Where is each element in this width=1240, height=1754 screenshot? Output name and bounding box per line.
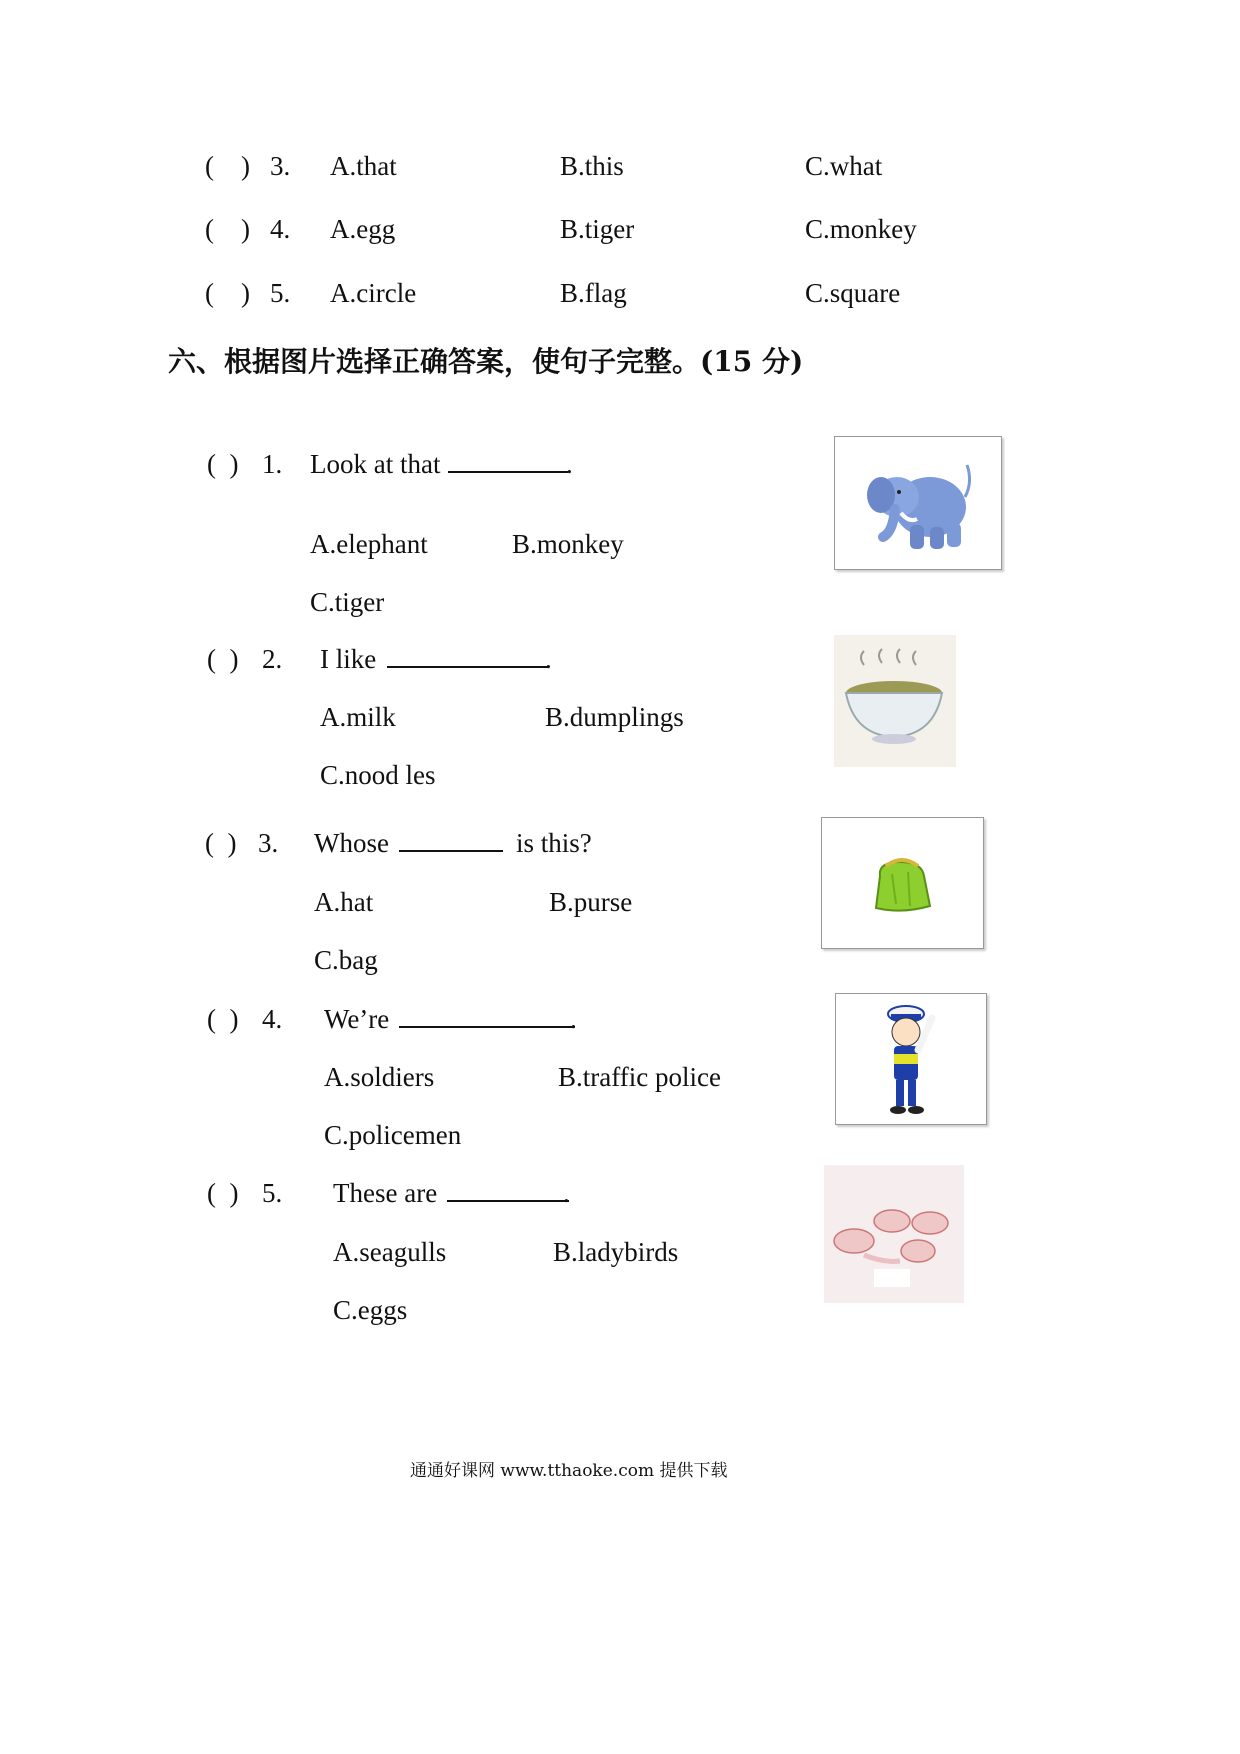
question-number: 5. [262,1178,283,1208]
sentence-end: . [570,1004,577,1034]
sentence-end: is this? [516,828,592,858]
option-a: A.hat [314,887,374,917]
option-c: C.nood les [320,760,436,790]
option-c: C.what [805,151,883,181]
option-c: C.policemen [324,1120,462,1150]
option-b: B.dumplings [545,702,684,732]
question-number: 5. [270,278,291,308]
option-b: B.monkey [512,529,624,559]
question-number: 4. [270,214,291,244]
answer-blank[interactable] [448,448,568,480]
option-c: C.square [805,278,901,308]
sentence-end: . [563,1178,570,1208]
option-b: B.traffic police [558,1062,721,1092]
question-number: 1. [262,449,283,479]
answer-blank[interactable] [399,827,503,859]
sentence-end: . [566,449,573,479]
sentence-start: I like [320,644,377,674]
answer-blank[interactable] [387,643,549,675]
option-b: B.purse [549,887,633,917]
option-a: A.seagulls [333,1237,447,1267]
question-number: 3. [258,828,279,858]
answer-paren[interactable]: ( ) [205,151,250,181]
section-heading: 六、根据图片选择正确答案，使句子完整。(15 分) [168,345,804,378]
answer-paren[interactable]: ( ) [207,1004,239,1034]
sentence-end: . [545,644,552,674]
sentence-start: Whose [314,828,389,858]
option-a: A.milk [320,702,396,732]
traffic-police-icon [836,994,986,1124]
option-a: A.circle [330,278,417,308]
answer-paren[interactable]: ( ) [205,278,250,308]
question-number: 2. [262,644,283,674]
option-b: B.flag [560,278,627,308]
option-a: A.egg [330,214,396,244]
option-a: A.that [330,151,397,181]
answer-paren[interactable]: ( ) [207,1178,239,1208]
answer-paren[interactable]: ( ) [207,644,239,674]
option-c: C.eggs [333,1295,408,1325]
option-c: C.bag [314,945,378,975]
option-b: B.this [560,151,624,181]
answer-blank[interactable] [399,1003,575,1035]
option-c: C.tiger [310,587,385,617]
answer-paren[interactable]: ( ) [205,828,237,858]
sentence-start: Look at that [310,449,441,479]
elephant-picture [834,436,1002,570]
answer-paren[interactable]: ( ) [205,214,250,244]
option-b: B.tiger [560,214,635,244]
sentence-start: These are [333,1178,438,1208]
purse-picture [821,817,984,949]
option-a: A.elephant [310,529,428,559]
option-c: C.monkey [805,214,917,244]
option-a: A.soldiers [324,1062,435,1092]
question-number: 4. [262,1004,283,1034]
footer-credit: 通通好课网 www.tthaoke.com 提供下载 [410,1461,728,1481]
eggs-icon [824,1165,964,1303]
option-b: B.ladybirds [553,1237,679,1267]
purse-icon [822,818,983,948]
answer-paren[interactable]: ( ) [207,449,239,479]
traffic-police-picture [835,993,987,1125]
eggs-picture [824,1165,964,1303]
noodles-picture [834,635,956,767]
elephant-icon [835,437,1001,569]
answer-blank[interactable] [447,1177,569,1209]
sentence-start: We’re [324,1004,390,1034]
noodle-bowl-icon [834,635,956,767]
question-number: 3. [270,151,291,181]
